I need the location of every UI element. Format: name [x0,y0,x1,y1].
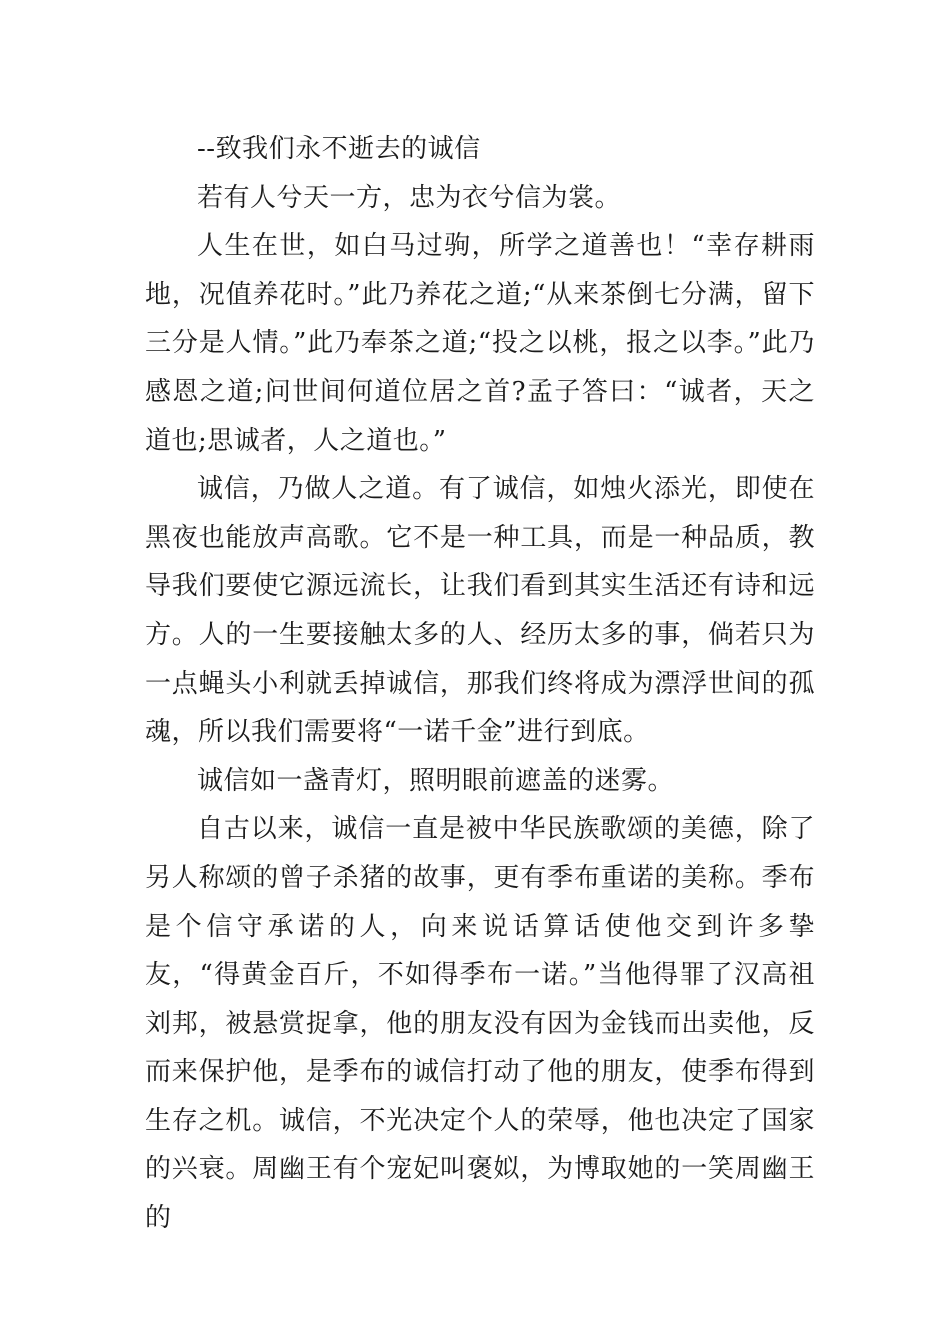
body-paragraph: 自古以来，诚信一直是被中华民族歌颂的美德，除了另人称颂的曾子杀猪的故事，更有季布重诺的美称。季布是个信守承诺的人，向来说话算话使他交到许多挚友，“得黄金百斤，不如得季布一诺。”当他得罪了汉高祖刘邦，被悬赏捉拿，他的朋友没有因为金钱而出卖他，反而来保护他，是季布的诚信打动了他的朋友，使季布得到生存之机。诚信，不光决定个人的荣辱，他也决定了国家的兴衰。周幽王有个宠妃叫褒姒，为博取她的一笑周幽王的 [145,814,815,1234]
subtitle-paragraph: --致我们永不逝去的诚信 [197,134,481,164]
body-paragraph: 诚信如一盏青灯，照明眼前遮盖的迷雾。 [197,765,675,796]
body-paragraph: 诚信，乃做人之道。有了诚信，如烛火添光，即使在黑夜也能放声高歌。它不是一种工具，而是一种品质，教导我们要使它源远流长，让我们看到其实生活还有诗和远方。人的一生要接触太多的人、经历太多的事，倘若只为一点蝇头小利就丢掉诚信，那我们终将成为漂浮世间的孤魂，所以我们需要将“一诺千金”进行到底。 [145,474,815,748]
body-paragraph: 人生在世，如白马过驹，所学之道善也！“幸存耕雨地，况值养花时。”此乃养花之道;“从来茶倒七分满，留下三分是人情。”此乃奉茶之道;“投之以桃，报之以李。”此乃感恩之道;问世间何道位居之首?孟子答曰：“诚者，天之道也;思诚者，人之道也。” [145,231,815,456]
opening-verse-paragraph: 若有人兮天一方，忠为衣兮信为裳。 [197,182,622,213]
essay-body [145,125,815,1243]
